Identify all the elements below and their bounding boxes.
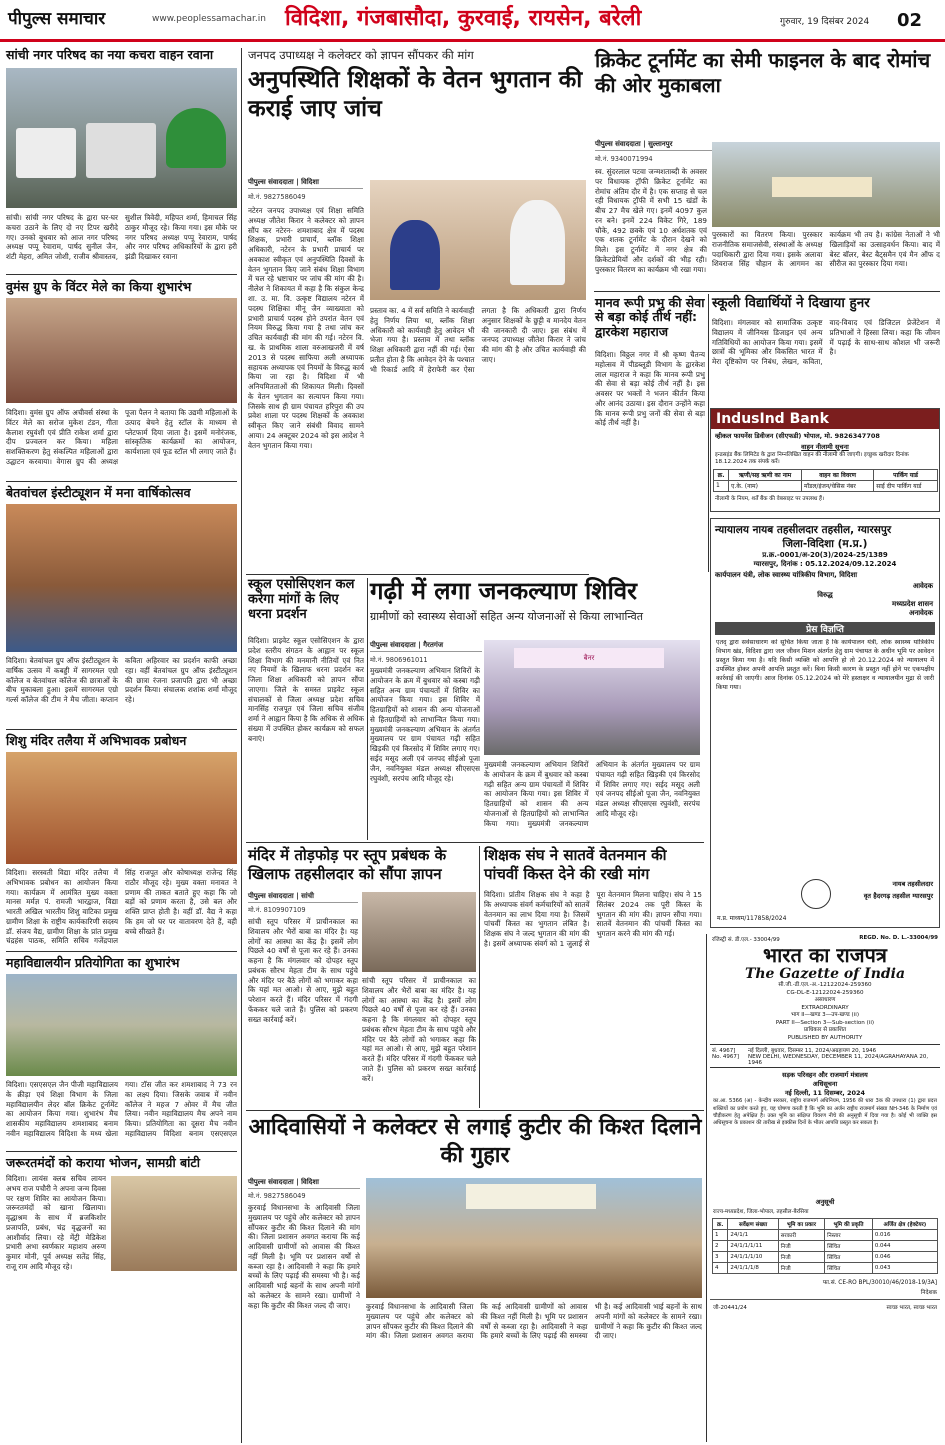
story-body: सांची स्तूप परिसर में प्राचीनकाल का शिवालय और भैरों बाबा का मंदिर है। यह लोगों का आस्था का केंद्र है। इसमें लोग पिछले 40 वर्षों से पूजा कर रहे हैं। उनका कहना है कि मंगलवार को दोपहर स्तूप प्रबंधक सौरभ मेहता टीम के साथ पहुंचे और मंदिर पर बैठे लोगों को भगाकर कहा कि यहां मत आओ। से आए, मुझे बहुत परेशान करते हैं। मंदिर परिसर में गंदगी फेंककर चले जाते हैं। पुलिस को प्रकरण सख्त कार्रवाई करें। xyxy=(248,917,358,1024)
story-body: विदिशा। बेतवांचल ग्रुप ऑफ इंस्टीट्यूशन के वार्षिक उत्सव में कबड्डी में सागरमल एग्रो कॉलेज व बेतवांचल कॉलेज की छात्राओं के बीच मुकाबला हुआ। इसमें सागरमल एग्रो गर्ल्स कॉलेज की टीम ने मैच जीता। कप्तान कविता अहिरवार का प्रदर्शन काफी अच्छा रहा। वहीं बेतवांचल ग्रुप ऑफ इंस्टीट्यूशन की छात्रा रंजना प्रजापति द्वारा भी अच्छा प्रदर्शन किया। संचालक शशांक शर्मा मौजूद रहे। xyxy=(6,656,237,705)
auction-table: क्र. ऋणी/सह ऋणी का नाम वाहन का विवरण पार्किंग यार्ड 1 ए.के. (नाम) मॉडल/इंजन/चेसिस नंबर साईं दीप पार्किंग यार्ड xyxy=(713,469,938,492)
court-notice xyxy=(710,518,940,928)
gazette-title-en: The Gazette of India xyxy=(744,966,906,982)
gazette-title-hi: भारत का राजपत्र xyxy=(763,943,887,967)
cricket-headline: क्रिकेट टूर्नामेंट का सेमी फाइनल के बाद रोमांच की ओर मुकाबला xyxy=(595,48,931,97)
story-body: विदिशा। प्राइवेट स्कूल एसोसिएशन के द्वारा प्रदेश स्तरीय संगठन के आह्वान पर स्कूल शिक्षा विभाग की मनमानी नीतियों एवं नित नए नियमों के खिलाफ धरना प्रदर्शन कर जिला शिक्षा अधिकारी को ज्ञापन सौंपा जाएगा। जिले के समस्त प्राइवेट स्कूल संचालकों से जिला अध्यक्ष प्रदेश सचिव मानसिंह राजपूत एवं जिला सचिव संजीव शर्मा ने आह्वान किया है कि अधिक से अधिक संख्या में उपस्थित होकर कार्यक्रम को सफल बनाएं। xyxy=(248,636,364,743)
story-title: मानव रूपी प्रभु की सेवा से बड़ा कोई तीर्थ नहीं: द्वारकेश महाराज xyxy=(595,295,705,339)
parents-program-photo xyxy=(6,752,237,864)
lead-kicker: जनपद उपाध्यक्ष ने कलेक्टर को ज्ञापन सौंपकर की मांग xyxy=(248,48,474,62)
story-body: विदिशा। लायंस क्लब सचिव लायन अभय राज पचौरी ने अपना जन्म दिवस पर रक्षण शिविर का आयोजन किया। जरूरतमंदों को खाना खिलाया। वृद्धाश्रम के साथ में ब्रजकिशोर प्रजापति, प्रबंध, चंद्र वृद्धजनों का आशीर्वाद लिया। रहे मेंट्री मेडिकेश प्रभारी अभा स्वर्णकार महाशय अरुण कुमार मोनी, पूर्व अध्यक्ष सतेंद्र सिंह, राजू राम आदि मौजूद रहे। xyxy=(6,1174,106,1272)
story-title: महाविद्यालयीन प्रतियोगिता का शुभारंभ xyxy=(6,955,180,970)
notice-title: वाहन नीलामी सूचना xyxy=(801,443,849,451)
gazette-foot: जी-20441/24 xyxy=(713,1305,747,1312)
schedule-title: अनुसूची xyxy=(815,1198,835,1207)
issue-no-en: No. 4967] xyxy=(712,1054,740,1061)
ministry: सड़क परिवहन और राजमार्ग मंत्रालय xyxy=(782,1071,868,1080)
lead-mobile: मो.नं. 9827586049 xyxy=(248,193,306,201)
schedule-sub: राज्य-मध्यप्रदेश, जिला-भोपाल, तहसील-बैरसिया xyxy=(713,1209,809,1216)
case-number: प्र.क्र.-0001/अ-20(3)/2024-25/1389 xyxy=(762,551,888,559)
bank-sub: व्हीकल फायनेंस डिवीजन (सीएफडी) भोपाल, मो. 9826347708 xyxy=(715,432,880,440)
website-url[interactable]: www.peoplessamachar.in xyxy=(152,14,266,24)
kabaddi-photo xyxy=(6,504,237,652)
bank-name: IndusInd Bank xyxy=(711,409,939,429)
story-body: विदिशा। विठ्ठल नगर में श्री कृष्ण चैतन्य महोत्सव में पीडब्लूडी विभाग के द्वारकेश लाल महाराज ने कहा कि मानव रूपी प्रभु की सेवा से बड़ा कोई तीर्थ नहीं है। इस अवसर पर भक्तों ने भजन कीर्तन किया और आनंद उठाया। इस दौरान उन्होंने कहा कि मानव रूपी प्रभु जनों की सेवा से बड़ा कोई तीर्थ नहीं है। xyxy=(595,350,705,428)
story-title: आदिवासियों ने कलेक्टर से लगाई कुटीर की किश्त दिलाने की गुहार xyxy=(248,1115,702,1169)
award-ceremony-photo xyxy=(712,142,940,227)
director: निदेशक xyxy=(920,1290,937,1297)
issue-date-hi: नई दिल्ली, बुधवार, दिसम्बर 11, 2024/अग्रहायण 20, 1946 xyxy=(748,1048,877,1055)
temple-photo xyxy=(362,892,476,972)
table-row: 4 24/1/1/1/8 निजी सिंचित 0.043 xyxy=(713,1263,938,1274)
story-body: विदिशा। एसएसएल जैन पीजी महाविद्यालय के क्रीड़ा एवं शिक्षा विभाग के जिला महाविद्यालयीन लेदर बॉल क्रिकेट टूर्नामेंट का आयोजन किया गया। शुभारंभ मैच शासकीय महाविद्यालय शमशाबाद बनाम नवीन महाविद्यालय विदिशा के मध्य खेला गया। टॉस जीत कर शमशाबाद ने 73 रन का लक्ष्य दिया। जिसके जवाब में नवीन कॉलेज ने महज 7 ओवर में मैच जीत लिया। नवीन महाविद्यालय मैच अपने नाम किया। प्रतियोगिता का दूसरा मैच नवीन महाविद्यालय विदिशा बनाम एसएसएल xyxy=(6,1080,237,1138)
jankalyan-mobile: मो.नं. 9806961011 xyxy=(370,656,428,664)
story-body: विदिशा। प्रांतीय शिक्षक संघ ने कहा है कि अध्यापक संवर्ग कर्मचारियों को सातवें वेतनमान का लाभ दिया गया है। जिसमें पांचवीं किस्त का भुगतान लंबित है। शिक्षक संघ ने जल्द भुगतान की मांग की है। इसमें अध्यापक संवर्ग को 1 जुलाई से पूरा वेतनमान मिलना चाहिए। संघ ने 15 सितंबर 2024 तक पूरी किस्त के भुगतान की मांग की। ज्ञापन सौंपा गया। सातवें वेतनमान की पांचवीं किस्त का भुगतान करने की मांग की गई। xyxy=(484,890,702,948)
city-banner: विदिशा, गंजबासौदा, कुरवाई, रायसेन, बरेली xyxy=(285,6,642,31)
issue-date: गुरुवार, 19 दिसंबर 2024 xyxy=(780,17,870,27)
story-title: शिक्षक संघ ने सातवें वेतनमान की पांचवीं किस्त देने की रखी मांग xyxy=(484,846,667,883)
applicant-label: आवेदक xyxy=(912,582,933,590)
story-title: वुमंस ग्रुप के विंटर मेले का किया शुभारंभ xyxy=(6,279,192,294)
court-title: न्यायालय नायब तहसीलदार तहसील, ग्यारसपुर xyxy=(715,524,892,536)
jankalyan-body: मुख्यमंत्री जनकल्याण अभियान शिविरों के आयोजन के क्रम में बुधवार को कस्बा गढ़ी सहित अन्य ग्राम पंचायतों में शिविर का आयोजन किया गया। इस शिविर में हितग्राहियों को शासन की अन्य योजनाओं से हितग्राहियों को लाभान्वित किया गया। मुख्यमंत्री जनकल्याण अभियान के अंतर्गत मुख्यालय पर ग्राम पंचायत गढ़ी सहित खिड़की एवं किरसोद में शिविर लगाए गए। सईद मसूद अली एवं जनपद सीईओ पूजा जैन, नवनियुक्त मंडल अध्यक्ष सीएसएस रघुवंशी, सरपंच आदि मौजूद रहे। xyxy=(370,666,480,783)
cricket-story xyxy=(595,48,939,98)
notification-date: नई दिल्ली, 11 दिसम्बर, 2024 xyxy=(784,1089,866,1098)
court-seal-icon xyxy=(801,879,831,909)
schedule-table: क्र. सर्वेक्षण संख्या भूमि का प्रकार भूमि की प्रकृति अर्जित क्षेत्र (हेक्टेयर) 1 24/1/1 सरकारी निस्तार 0.016 2 24/1/1/1/11 निजी सिंचित 0.044 3 24/1/1/1/10 निजी सिंचित 0.046 4 24/1/1/1/8 निजी सिंचित 0.043 xyxy=(712,1218,938,1274)
tribal-byline: पीपुल्स संवाददाता | विदिशा xyxy=(248,1178,360,1189)
tribal-story xyxy=(248,1114,702,1170)
respondent-label: अनावेदक xyxy=(908,609,933,617)
bank-auction-ad xyxy=(710,408,940,512)
lead-headline: अनुपस्थिति शिक्षकों के वेतन भुगतान की कराई जाए जांच xyxy=(248,67,583,122)
story-title: शिशु मंदिर तलैया में अभिभावक प्रबोधन xyxy=(6,733,187,748)
table-row: 1 24/1/1 सरकारी निस्तार 0.016 xyxy=(713,1230,938,1241)
signatory: नायब तहसीलदार xyxy=(892,880,933,888)
page-number: 02 xyxy=(897,10,923,31)
applicant: कार्यपालन यंत्री, लोक स्वास्थ्य यांत्रिकीय विभाग, विदिशा xyxy=(715,571,858,579)
masthead xyxy=(0,0,945,42)
school-assoc-story xyxy=(248,578,364,623)
memorandum-photo xyxy=(370,180,586,300)
notice-body: इन्डसइंड बैंक लिमिटेड के द्वारा निम्नलिखित वाहन की नीलामी की जाएगी। इच्छुक खरीदार दिनांक 18.12.2024 तक संपर्क करें। xyxy=(715,452,909,466)
issue-no-hi: सं. 4967] xyxy=(712,1048,736,1055)
story-body-continued: सांची स्तूप परिसर में प्राचीनकाल का शिवालय और भैरों बाबा का मंदिर है। यह लोगों का आस्था का केंद्र है। इसमें लोग पिछले 40 वर्षों से पूजा कर रहे हैं। उनका कहना है कि मंगलवार को दोपहर स्तूप प्रबंधक सौरभ मेहता टीम के साथ पहुंचे और मंदिर पर बैठे लोगों को भगाकर कहा कि यहां मत आओ। से आए, मुझे बहुत परेशान करते हैं। मंदिर परिसर में गंदगी फेंककर चले जाते हैं। पुलिस को प्रकरण सख्त कार्रवाई करें। xyxy=(362,976,476,1083)
tribal-mobile: मो.नं. 9827586049 xyxy=(248,1192,306,1200)
table-row: 2 24/1/1/1/11 निजी सिंचित 0.044 xyxy=(713,1241,938,1252)
table-row: 3 24/1/1/1/10 निजी सिंचित 0.046 xyxy=(713,1252,938,1263)
story-title: बेतवांचल इंस्टीट्यूशन में मना वार्षिकोत्सव xyxy=(6,485,191,500)
file-number: फा.सं. CE-RO BPL/30010/46/2018-19/3A] xyxy=(822,1280,937,1287)
temple-mobile: मो.नं. 8109907109 xyxy=(248,906,306,914)
notice-foot: नीलामी के नियम, शर्तें बैंक की वेबसाइट पर उपलब्ध हैं। xyxy=(715,495,825,502)
story-title: स्कूल एसोसिएशन कल करेगा मांगों के लिए धरना प्रदर्शन xyxy=(248,577,355,622)
reg-en: REGD. No. D. L.-33004/99 xyxy=(859,935,938,941)
gazette-body: का.आ. 5366 (अ) - केन्द्रीय सरकार, राष्ट्रीय राजमार्ग अधिनियम, 1956 की धारा 3क की उपधारा (1) द्वारा प्रदत्त शक्तियों का प्रयोग करते हुए, यह घोषणा करती है कि भूमि का अर्जन राष्ट्रीय राजमार्ग संख्या NH-346 के निर्माण एवं चौड़ीकरण हेतु अपेक्षित है। उक्त भूमि का संक्षिप्त विवरण नीचे की अनुसूची में दिया गया है। कोई भी व्यक्ति इस अधिसूचना के प्रकाशन की तारीख से इक्कीस दिनों के भीतर आपत्ति प्रस्तुत कर सकता है। xyxy=(713,1098,937,1127)
garbage-vehicle-photo xyxy=(6,68,237,208)
cricket-body-continued: पुरस्कारों का वितरण किया। पुरस्कार राजनीतिक समाजसेवी, संस्थाओं के अध्यक्ष पदाधिकारी द्वारा दिया गया। इसके अलावा शिवराज सिंह चौहान के आगमन का कार्यक्रम भी तय है। कांग्रेस नेताओं ने भी खिलाड़ियों का उत्साहवर्धन किया। बाद में बेस्ट बॉलर, बेस्ट बैट्समैन एवं मैन ऑफ द सीरीज का पुरस्कार दिया गया। xyxy=(712,230,940,269)
gazette-header-lines: सी.जी.-डी.एल.-अ.-12122024-259360 CG-DL-E-12122024-259360 असाधारण EXTRAORDINARY भाग II—खण्ड 3—उप-खण्ड (ii) PART II—Section 3—Sub-section (ii) प्राधिकार से प्रकाशित PUBLISHED BY AUTHORITY xyxy=(775,982,875,1041)
story-body: विदिशा। वुमंस ग्रुप ऑफ अचीवर्स संस्था के विंटर मेले का सरोज मुकेश टंडन, गीता कैलाश रघुवंशी एवं प्रीति राकेश शर्मा द्वारा दीप प्रज्वलन कर किया। महिला सशक्तिकरण हेतु संकल्पित महिलाओं द्वारा उद्घाटन करवाया। वेगास ग्रुप की अध्यक्ष पूजा पैलन ने बताया कि उद्यमी महिलाओं के उत्पाद बेचने हेतु स्टॉल के माध्यम से प्लेटफार्म दिया जाता है। इसमें मनोरंजक, सांस्कृतिक कार्यक्रमों का आयोजन, कार्यशाला एवं फूड स्टॉल भी लगाए जाते हैं। xyxy=(6,408,237,466)
versus: विरुद्ध xyxy=(817,591,833,599)
story-body: विदिशा। मंगलवार को सामाजिक उत्कृष्ट विद्यालय में जीनियस डिजाइन एवं अन्य गतिविधियों का आयोजन किया गया। इसमें छात्रों की भूमिका और विकसित भारत में मेरा दृष्टिकोण पर निबंध, लेखन, कविता, वाद-विवाद एवं डिजिटल प्रेजेंटेशन में प्रतिभाओं ने हिस्सा लिया। कहा कि जीवन में पढ़ाई के साथ-साथ कौशल भी जरूरी है। xyxy=(712,318,940,367)
newspaper-logo: पीपुल्स समाचार xyxy=(8,9,106,29)
story-title: स्कूली विद्यार्थियों ने दिखाया हुनर xyxy=(712,295,870,311)
press-release-label: प्रेस विज्ञप्ति xyxy=(715,622,935,635)
story-body: कुरवाई विधानसभा के आदिवासी जिला मुख्यालय पर पहुंचे और कलेक्टर को ज्ञापन सौंपकर कुटीर की किश्त दिलाने की मांग की। जिला प्रशासन अवगत कराया कि कई आदिवासी ग्रामीणों को आवास की किश्त नहीं मिली है। भूमि पर प्रशासन वर्षों से कब्जा रहा है। आदिवासी ने कहा कि हमारे बच्चों के लिए पढ़ाई की समस्या भी है। कई आदिवासी भाई बहनों के साथ अपनी मांगों को कलेक्टर के सामने रखा। ग्रामीणों ने कहा कि कुटीर की किश्त जल्द दी जाए। xyxy=(248,1203,360,1310)
teachers-union-story xyxy=(484,846,702,884)
reg-hi: रजिस्ट्री सं. डी.एल.- 33004/99 xyxy=(712,937,780,943)
cricket-players-photo xyxy=(6,974,237,1076)
story-body-continued: कुरवाई विधानसभा के आदिवासी जिला मुख्यालय पर पहुंचे और कलेक्टर को ज्ञापन सौंपकर कुटीर की किश्त दिलाने की मांग की। जिला प्रशासन अवगत कराया कि कई आदिवासी ग्रामीणों को आवास की किश्त नहीं मिली है। भूमि पर प्रशासन वर्षों से कब्जा रहा है। आदिवासी ने कहा कि हमारे बच्चों के लिए पढ़ाई की समस्या भी है। कई आदिवासी भाई बहनों के साथ अपनी मांगों को कलेक्टर के सामने रखा। ग्रामीणों ने कहा कि कुटीर की किश्त जल्द दी जाए। xyxy=(366,1302,702,1341)
jankalyan-headline: गढ़ी में लगा जनकल्याण शिविर xyxy=(370,577,637,605)
issue-date-en: NEW DELHI, WEDNESDAY, DECEMBER 11, 2024/AGRAHAYANA 20, 1946 xyxy=(748,1054,929,1067)
cricket-byline: पीपुल्स संवाददाता | सुल्तानपुर xyxy=(595,140,715,151)
notification: अधिसूचना xyxy=(812,1080,838,1089)
lead-byline: पीपुल्स संवाददाता | विदिशा xyxy=(248,178,363,189)
temple-byline: पीपुल्स संवाददाता | सांची xyxy=(248,892,358,903)
story-title: जरूरतमंदों को कराया भोजन, सामग्री बांटी xyxy=(6,1155,200,1170)
case-date: ग्यारसपुर, दिनांक : 05.12.2024/09.12.2024 xyxy=(753,560,897,568)
gazette-motto: स्वच्छ भारत, स्वच्छ भारत xyxy=(886,1305,937,1312)
story-title: मंदिर में तोड़फोड़ पर स्तूप प्रबंधक के खिलाफ तहसीलदार को सौंपा ज्ञापन xyxy=(248,846,447,883)
story-title: सांची नगर परिषद का नया कचरा वाहन रवाना xyxy=(6,47,214,62)
temple-story xyxy=(248,846,476,884)
court-body: एतद् द्वारा सर्वसाधारण को सूचित किया जाता है कि कार्यपालन यंत्री, लोक स्वास्थ्य यांत्रिकीय विभाग खंड, विदिशा द्वारा जल जीवन मिशन अंतर्गत हेतु ग्राम पंचायत के अधीन भूमि पर आवेदन प्रस्तुत किया गया है। यदि किसी व्यक्ति को आपत्ति हो तो 20.12.2024 को न्यायालय में उपस्थित होकर अपनी आपत्ति प्रस्तुत करें। बिना किसी कारण के प्रस्तुत नहीं होने पर एकपक्षीय कार्रवाई की जाएगी। आज दिनांक 05.12.2024 को मेरे हस्ताक्षर व न्यायालयीन मुद्रा से जारी किया गया। xyxy=(716,639,934,691)
story-body: सांची। सांची नगर परिषद के द्वारा घर-घर कचरा उठाने के लिए दो नए टिपर खरीदे गए। उनको बुधवार को आज नगर परिषद अध्यक्ष पप्पू रेवाराम, पार्षद सुनील जैन, शंटी मेहरा, अमित जोशी, राजीव श्रीवास्तव, सुशील त्रिवेदी, महिपत शर्मा, हिमाचल सिंह ठाकुर मौजूद रहे। किया गया। इस मौके पर नगर परिषद अध्यक्ष पप्पू रेवाराम, पार्षद और नगर परिषद अधिकारियों के द्वारा हरी झंडी दिखाकर रवाना xyxy=(6,213,237,262)
tribal-protest-photo xyxy=(366,1178,702,1298)
story-body: विदिशा। सरस्वती विद्या मंदिर तलैया में अभिभावक प्रबोधन का आयोजन किया गया। कार्यक्रम में आमंत्रित मुख्य वक्ता मानस मर्मज्ञ पं. रामजी भारद्वाज, विद्या भारती अखिल भारतीय शिशु वाटिका प्रमुख ग्रामीण शिक्षा के राष्ट्रीय कार्यकारिणी सदस्य डॉ. संजय वैद्य, ग्रामीण शिक्षा के प्रांत प्रमुख चंद्रहंस पाठक, समिति सचिव गजेंद्रपाल सिंह राजपूत और कोषाध्यक्ष राजेन्द्र सिंह राठौर मौजूद रहे। मुख्य वक्ता मनावत ने प्रणाम की ताकत बताते हुए कहा कि जो बड़ों को प्रणाम करता है, उसे बल और शक्ति प्राप्त होती है। वहीं डॉ. वैद्य ने कहा कि हम जो घर पर वातावरण देते हैं, वही बच्चे सीखते हैं। xyxy=(6,868,237,946)
cricket-mobile: मो.नं. 9340071994 xyxy=(595,155,653,163)
jankalyan-byline: पीपुल्स संवाददाता | गैरतगंज xyxy=(370,641,482,652)
lead-body-continued: प्रस्ताव का. 4 में सर्व समिति ने कार्यवाही हेतु निर्णय लिया था, ब्लॉक शिक्षा अधिकारी को कार्यवाही हेतु आवेदन भी भेजा गया है। प्रस्ताव में तथा ब्लॉक शिक्षा अधिकारी द्वारा नहीं की गई। ऐसा प्रतीत होता है कि आवेदन देने के पश्चात भी रिकार्ड आदि में हेराफेरी कर ऐसा लगता है कि अधिकारी द्वारा निर्णय अनुसार शिक्षकों के छुट्टी व मानदेय वेतन की जानकारी दी जाए। इस संबंध में जनपद उपाध्यक्ष जीतेश किरार ने जांच की मांग की है और उचित कार्यवाही की जाए। xyxy=(370,306,586,374)
cricket-body: स्व. सुंदरलाल पटवा जन्मशताब्दी के अवसर पर विधायक ट्रॉफी क्रिकेट टूर्नामेंट का रोमांच अंतिम दौर में है। एक सप्ताह से चल रही विधायक ट्रॉफी में सभी 15 खंडों के बीच 27 मैच खेले गए। इनमें 4097 कुल रन बने। इनमें 224 विकेट गिरे, 189 चौके, 492 छक्के एवं 10 अर्धशतक एवं एक शतक टूर्नामेंट के दौरान देखने को मिले। इस टूर्नामेंट में नगर क्षेत्र की क्रिकेटप्रेमियों और दर्शकों की भीड़ रही। पुरस्कार वितरण का कार्यक्रम भी रखा गया। xyxy=(595,167,707,274)
left-column xyxy=(6,47,237,1272)
jankalyan-story xyxy=(370,578,700,624)
lead-body: नटेरन जनपद उपाध्यक्ष एवं शिक्षा समिति अध्यक्ष जीतेश किरार ने कलेक्टर को ज्ञापन सौंप कर नटेरन- शमशाबाद क्षेत्र में पदस्थ शिक्षक, प्रभारी प्राचार्य, ब्लॉक शिक्षा अधिकारी, नटेरन के प्रभारी प्राचार्य पर अवकाश स्वीकृत एवं अनुपस्थिति दिवसों के वेतन भुगतान किए जाने संबंध शिक्षा विभाग में चल रहे भ्रष्टाचार पर जांच की मांग की है। नीलेश ने शिकायत में कहा है कि संकुल केन्द्र शा. उ. मा. वि. उत्कृष्ट विद्यालय नटेरन में पदस्थ शिक्षिका मीनू जैन व्याख्याता को प्रभारी प्राचार्य पदस्थ होने उपरांत वेतन एवं नियम विरुद्ध किया गया है तथा जांच कर उचित कार्यवाही की मांग की गई। नटेरन वि. ख. के प्राथमिक शाला वरुआखजरी में वर्ष 2013 से पदस्थ साफिया अली अध्यापक सहायक अध्यापक एवं नियमों के विरुद्ध कार्य किया जा रहा है। विदिशा में भी अनियमितताओं की शिकायत मिली। दिवसों के वेतन भुगतान का सत्यापन किया गया। जिसके साथ ही ग्राम पंचायत हरिपुरा की उप प्रवेश शाला पर पदस्थ शिक्षकों के अवकाश स्वीकृत किए जाने संबंधी विवाद सामने आया। 24 अक्टूबर 2024 को इस आदेश ने वेतन भुगतान किया गया। xyxy=(248,206,364,450)
respondent: मध्यप्रदेश शासन xyxy=(892,600,933,608)
ad-code: म.प्र. माध्यम/117858/2024 xyxy=(717,915,787,922)
food-distribution-photo xyxy=(111,1176,237,1271)
court-district: जिला-विदिशा (म.प्र.) xyxy=(782,538,868,550)
signatory-office: वृत हैदरगढ़ तहसील ग्यारसपुर xyxy=(863,892,933,900)
jankalyan-body-continued: मुख्यमंत्री जनकल्याण अभियान शिविरों के आयोजन के क्रम में बुधवार को कस्बा गढ़ी सहित अन्य ग्राम पंचायतों में शिविर का आयोजन किया गया। इस शिविर में हितग्राहियों को शासन की अन्य योजनाओं से हितग्राहियों को लाभान्वित किया गया। मुख्यमंत्री जनकल्याण अभियान के अंतर्गत मुख्यालय पर ग्राम पंचायत गढ़ी सहित खिड़की एवं किरसोद में शिविर लगाए गए। सईद मसूद अली एवं जनपद सीईओ पूजा जैन, नवनियुक्त मंडल अध्यक्ष सीएसएस रघुवंशी, सरपंच आदि मौजूद रहे। xyxy=(484,760,700,828)
lead-story xyxy=(248,48,588,124)
jankalyan-deck: ग्रामीणों को स्वास्थ्य सेवाओं सहित अन्य योजनाओं से किया लाभान्वित xyxy=(370,609,644,623)
camp-photo: बैनर xyxy=(484,640,700,755)
gazette-notice xyxy=(710,934,940,1439)
winter-fair-photo xyxy=(6,298,237,403)
